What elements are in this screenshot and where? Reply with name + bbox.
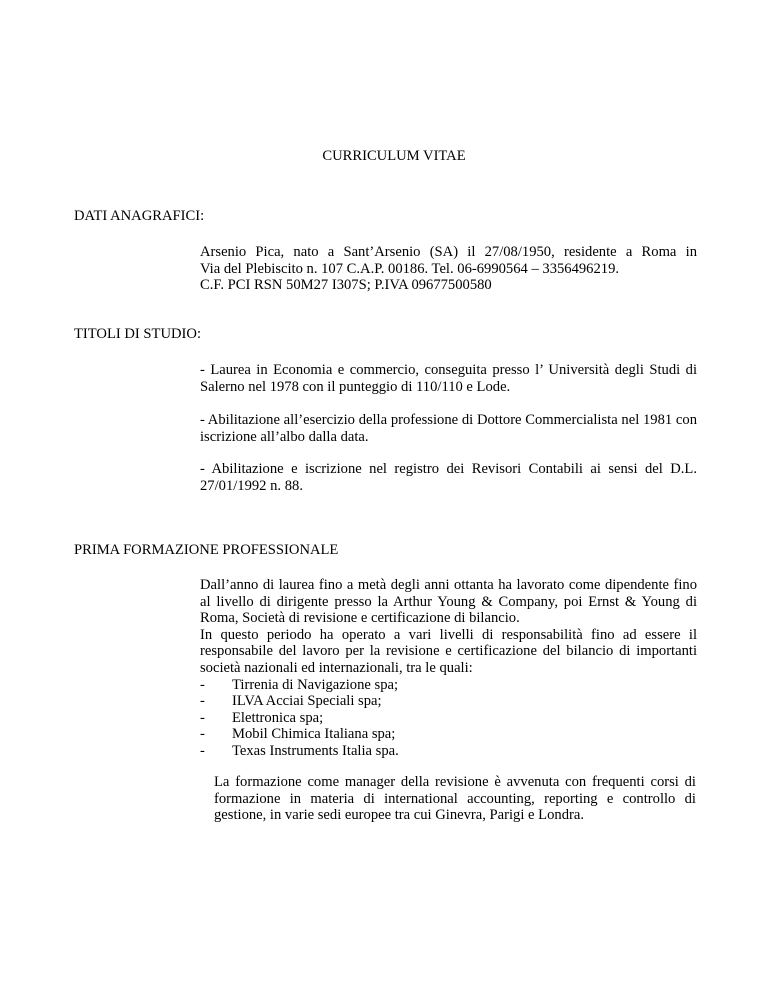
auditor-registration-item: - Abilitazione e iscrizione nel registro dei Revisori Contabili ai sensi del D.L. 27/01/1992 n. 88. [200,461,697,494]
personal-details-line: C.F. PCI RSN 50M27 I307S; P.IVA 09677500580 [200,277,492,294]
client-name: Texas Instruments Italia spa. [232,742,399,759]
list-marker: - [200,693,205,710]
client-name: Elettronica spa; [232,709,324,726]
training-paragraph: La formazione come manager della revisione è avvenuta con frequenti corsi di formazione in materia di international accounting, reporting e controllo di gestione, in varie sedi europee tra cui Ginevra, Parigi e Londra. [214,774,696,824]
list-item [200,677,697,694]
section-heading-anagrafici: DATI ANAGRAFICI: [74,208,205,224]
personal-details-line: Via del Plebiscito n. 107 C.A.P. 00186. Tel. 06-6990564 – 3356496219. [200,260,620,277]
personal-details [200,244,697,294]
client-list [200,677,697,760]
list-item [200,726,697,743]
list-marker: - [200,742,205,759]
career-paragraph: Dall’anno di laurea fino a metà degli anni ottanta ha lavorato come dipendente fino al livello di dirigente presso la Arthur Young & Company, poi Ernst & Young di Roma, Società di revisione e certificazione di bilancio. [200,577,697,627]
client-name: ILVA Acciai Speciali spa; [232,693,382,710]
list-marker: - [200,709,205,726]
list-item [200,693,697,710]
section-heading-formazione: PRIMA FORMAZIONE PROFESSIONALE [74,542,339,558]
degree-item: - Laurea in Economia e commercio, conseguita presso l’ Università degli Studi di Salerno nel 1978 con il punteggio di 110/110 e Lode. [200,362,697,395]
personal-details-line: Arsenio Pica, nato a Sant’Arsenio (SA) il 27/08/1950, residente a Roma in [200,244,697,260]
list-item [200,743,697,760]
client-name: Tirrenia di Navigazione spa; [232,676,399,693]
list-marker: - [200,726,205,743]
qualification-item: - Abilitazione all’esercizio della professione di Dottore Commercialista nel 1981 con iscrizione all’albo dalla data. [200,412,697,445]
career-block [200,577,697,760]
list-item [200,710,697,727]
section-heading-titoli: TITOLI DI STUDIO: [74,326,201,342]
client-name: Mobil Chimica Italiana spa; [232,726,396,743]
document-title: CURRICULUM VITAE [322,148,466,164]
career-paragraph: In questo periodo ha operato a vari livelli di responsabilità fino ad essere il responsabile del lavoro per la revisione e certificazione del bilancio di importanti società nazionali ed internazionali, tra le quali: [200,626,697,676]
list-marker: - [200,676,205,693]
